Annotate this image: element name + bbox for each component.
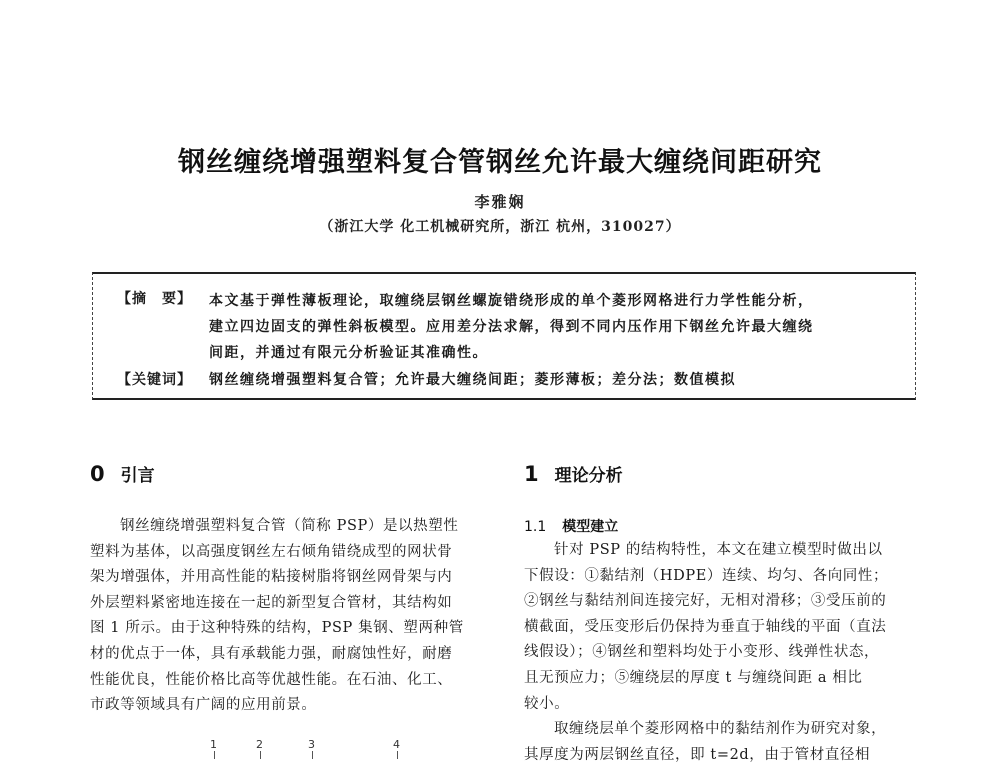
body-line: 取缠绕层单个菱形网格中的黏结剂作为研究对象， [554, 721, 887, 738]
figure-1-fragment [190, 738, 420, 759]
subsection-title: 模型建立 [562, 519, 619, 535]
body-line: 较小。 [524, 695, 570, 712]
section-1-body [524, 538, 922, 768]
figure-leader-line [214, 751, 215, 759]
keywords-text: 钢丝缠绕增强塑料复合管；允许最大缠绕间距；菱形薄板；差分法；数值模拟 [209, 372, 736, 388]
keywords-label: 【关键词】 [117, 372, 192, 388]
abstract-box [92, 272, 916, 400]
abstract-line: 建立四边固支的弹性斜板模型。应用差分法求解，得到不同内压作用下钢丝允许最大缠绕 [209, 319, 814, 335]
body-line: 塑料为基体，以高强度钢丝左右倾角错绕成型的网状骨 [90, 543, 453, 560]
section-1-heading [524, 461, 623, 486]
body-line: 下假设：①黏结剂（HDPE）连续、均匀、各向同性； [524, 567, 889, 584]
body-line: 且无预应力；⑤缠绕层的厚度 t 与缠绕间距 a 相比 [524, 669, 863, 686]
subsection-1-1-heading [524, 516, 618, 536]
abstract-line: 间距，并通过有限元分析验证其准确性。 [209, 345, 488, 361]
section-number: 1 [524, 462, 539, 486]
abstract-line: 本文基于弹性薄板理论，取缠绕层钢丝螺旋错绕形成的单个菱形网格进行力学性能分析， [209, 293, 814, 309]
figure-leader-line [312, 751, 313, 759]
body-line: 针对 PSP 的结构特性，本文在建立模型时做出以 [554, 542, 883, 558]
section-title: 理论分析 [554, 466, 623, 486]
figure-label: 3 [308, 738, 315, 751]
body-line: 线假设）；④钢丝和塑料均处于小变形、线弹性状态， [524, 644, 880, 661]
body-line: 钢丝缠绕增强塑料复合管（简称 PSP）是以热塑性 [120, 518, 459, 534]
subsection-number: 1.1 [524, 519, 547, 535]
body-line: 外层塑料紧密地连接在一起的新型复合管材，其结构如 [90, 594, 453, 611]
body-line: 横截面，受压变形后仍保持为垂直于轴线的平面（直法 [524, 618, 887, 635]
figure-label: 2 [256, 738, 263, 751]
body-line: 架为增强体，并用高性能的粘接树脂将钢丝网骨架与内 [90, 569, 453, 586]
section-0-body [90, 514, 488, 719]
section-title: 引言 [120, 466, 155, 486]
body-line: 图 1 所示。由于这种特殊的结构，PSP 集钢、塑两种管 [90, 620, 464, 637]
figure-label: 1 [210, 738, 217, 751]
abstract-text [209, 288, 909, 366]
figure-leader-line [260, 751, 261, 759]
body-line: 其厚度为两层钢丝直径，即 t=2d，由于管材直径相 [524, 746, 871, 763]
body-line: 材的优点于一体，具有承载能力强，耐腐蚀性好，耐磨 [90, 645, 453, 662]
author-name: 李雅娴 [474, 193, 526, 211]
body-line: ②钢丝与黏结剂间连接完好，无相对滑移；③受压前的 [524, 593, 887, 610]
abstract-label: 【摘 要】 [117, 291, 192, 307]
paper-title: 钢丝缠绕增强塑料复合管钢丝允许最大缠绕间距研究 [178, 147, 822, 178]
figure-label: 4 [393, 738, 400, 751]
section-0-heading [90, 461, 155, 486]
section-number: 0 [90, 462, 105, 486]
body-line: 性能优良，性能价格比高等优越性能。在石油、化工、 [90, 671, 453, 688]
author-affiliation: （浙江大学 化工机械研究所，浙江 杭州，310027） [319, 219, 681, 235]
body-line: 市政等领域具有广阔的应用前景。 [90, 697, 317, 714]
figure-leader-line [397, 751, 398, 759]
